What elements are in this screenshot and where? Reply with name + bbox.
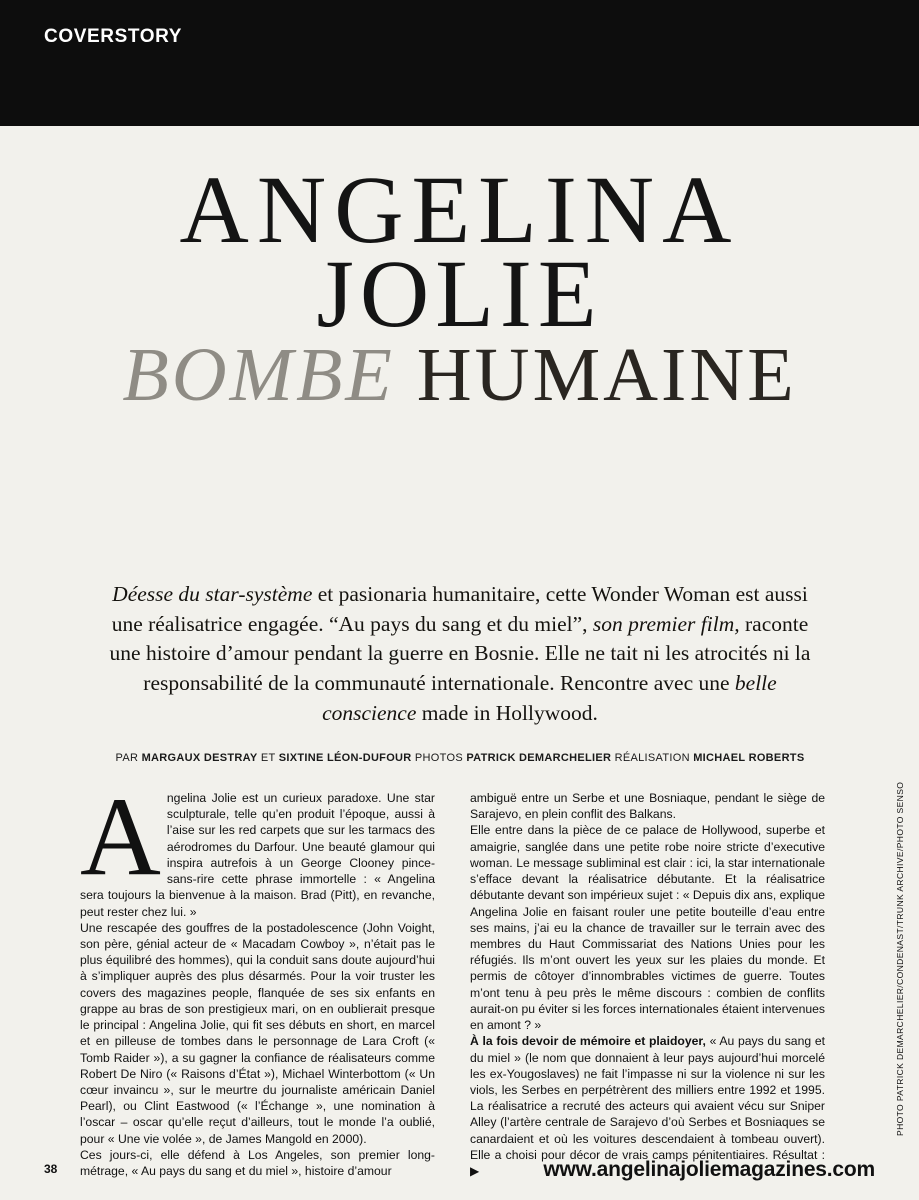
standfirst-text-3: made in Hollywood. — [416, 700, 598, 725]
paragraph: Elle entre dans la pièce de ce palace de Hollywood, superbe et amaigrie, sanglée dans une petite robe noire stricte d’executive woman. Le message subliminal est clair : ici, la star internationale s’efface devant la réalisatrice débutante. Et la réalisatrice débutante devant son impérieux sujet : « Depuis dix ans, explique Angelina Jolie en faisant rouler une petite bouteille d’eau entre ses mains, j’ai eu la chance de travailler sur le terrain avec des membres du Haut Commissariat des Nations Unies pour les réfugiés. Ils m’ont ouvert les yeux sur les plaies du monde. Et permis de côtoyer d’innombrables victimes de guerre. Toutes m’ont tenu à peu près le même discours : combien de conflits aurait-on pu éviter si les forces internationales étaient intervenues en amont ? » — [470, 823, 826, 1033]
headline-block — [0, 126, 919, 417]
photo-credit: PHOTO PATRICK DEMARCHELIER/CONDENAST/TRUNK ARCHIVE/PHOTO SENSO — [895, 781, 905, 1136]
byline-realisation-label: RÉALISATION — [614, 752, 690, 764]
drop-cap: A — [80, 775, 161, 899]
byline-photographer: PATRICK DEMARCHELIER — [466, 752, 612, 764]
standfirst-text-2: raconte une histoire d’amour pendant la guerre en Bosnie. Elle ne tait ni les atrocités ni la responsabilité de la communauté internationale. Rencontre avec une — [109, 611, 811, 695]
standfirst-italic-3: belle conscience — [322, 670, 777, 725]
website-url: www.angelinajoliemagazines.com — [543, 1158, 875, 1181]
byline-realisateur: MICHAEL ROBERTS — [693, 752, 805, 764]
paragraph: Une rescapée des gouffres de la postadolescence (John Voight, son père, génial acteur de « Macadam Cowboy », n’était pas le plus équilibré des hommes), qui la conduit sans doute aujourd’hui à s’impliquer auprès des plus désarmés. Pour la voir truster les covers des magazines people, flanquée de ses six enfants en grappe au bras de son prestigieux mari, on en oublierait presque le principal : Angelina Jolie, qui fit ses débuts en short, en marcel et en pilleuse de tombes dans le personnage de Lara Croft (« Tomb Raider »), a su gagner la confiance de réalisateurs comme Robert De Niro (« Raisons d’État »), Michael Winterbottom (« Un cœur invaincu », sur le meurtre du journaliste américain Daniel Pearl), ou Clint Eastwood (« l’Échange », une nomination à l’oscar – oscar qu’elle reçut d’ailleurs, tout le monde l’a oublié, pour « Une vie volée », de James Mangold en 2000). — [80, 920, 435, 1146]
body-column-left — [80, 775, 435, 1179]
section-kicker: COVERSTORY — [44, 26, 182, 47]
paragraph-text: « Au pays du sang et du miel » (le nom que donnaient à leur pays aujourd’hui morcelé les ex-Yougoslaves) ne fait l’impasse ni sur la violence ni sur les viols, les Serbes en perpétrèrent des milliers entre 1992 et 1995. La réalisatrice a recruté des acteurs qui avaient vécu sur Sniper Alley (l’artère centrale de Sarajevo d’où Serbes et Bosniaques se canardaient et où les voitures descendaient à tombeau ouvert). Elle a choisi pour décor de vrais camps pénitentiaires. Résultat : — [470, 1034, 825, 1162]
headline-humaine: HUMAINE — [416, 332, 797, 417]
paragraph: ngelina Jolie est un curieux paradoxe. Une star sculpturale, telle qu’en produit l’époque, aussi à l’aise sur les red carpets que sur les tarmacs des aérodromes du Darfour. Une beauté glamour qui inspira autrefois à un George Clooney pince-sans-rire cette phrase immortelle : « Angelina sera toujours la bienvenue à la maison. Brad (Pitt), en revanche, peut rester chez lui. » — [80, 791, 435, 919]
standfirst — [95, 580, 825, 728]
standfirst-lead-italic: Déesse du star-système — [112, 582, 313, 606]
byline-photos-label: PHOTOS — [414, 752, 463, 764]
headline-line-3 — [0, 332, 919, 417]
headline-bombe: BOMBE — [122, 332, 395, 417]
headline-line-1: ANGELINA — [179, 156, 740, 263]
byline-par-label: PAR — [115, 752, 139, 764]
headline-line-2: JOLIE — [316, 240, 603, 348]
standfirst-text-1: et pasionaria humanitaire, cette Wonder Woman est aussi une réalisatrice engagée. “Au pays du sang et du miel”, — [111, 582, 808, 636]
header-band — [0, 0, 919, 126]
byline — [95, 752, 825, 764]
paragraph: Ces jours-ci, elle défend à Los Angeles, son premier long-métrage, « Au pays du sang et du miel », histoire d’amour — [80, 1147, 435, 1179]
paragraph: ambiguë entre un Serbe et une Bosniaque, pendant le siège de Sarajevo, en plein conflit des Balkans. — [470, 791, 825, 822]
standfirst-italic-2: son premier film, — [592, 611, 740, 636]
continuation-arrow-icon: ▶ — [470, 1164, 480, 1179]
paragraph-bold-lead: À la fois devoir de mémoire et plaidoyer, — [470, 1034, 706, 1049]
byline-and-label: ET — [260, 752, 276, 764]
page-number: 38 — [44, 1162, 58, 1176]
body-column-right — [470, 790, 825, 1180]
byline-author-2: SIXTINE LÉON-DUFOUR — [278, 752, 412, 764]
byline-author-1: MARGAUX DESTRAY — [141, 752, 258, 764]
